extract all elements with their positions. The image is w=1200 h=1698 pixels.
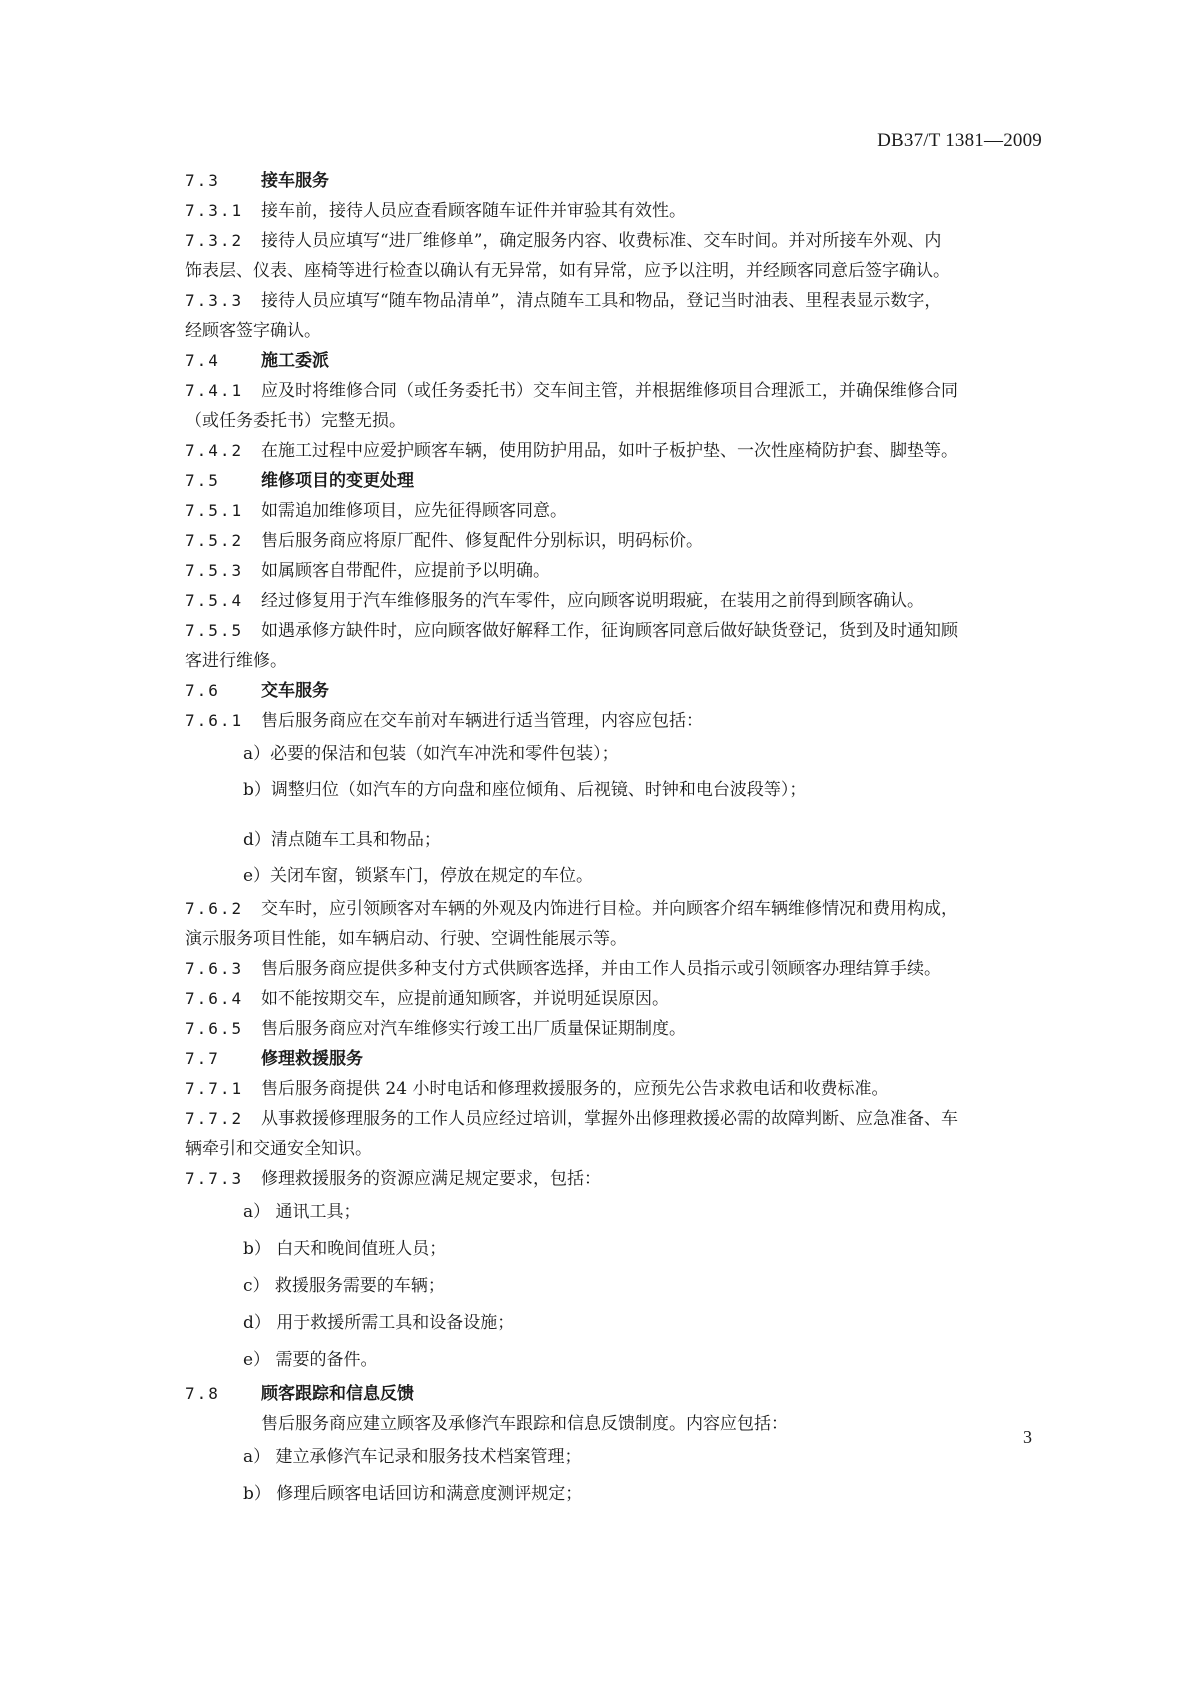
clause-7-6-2 [185, 894, 1030, 954]
clause-text: 接车前，接待人员应查看顾客随车证件并审验其有效性。 [261, 201, 686, 221]
clause-number: 7.5.4 [185, 591, 244, 610]
section-heading-7-5 [185, 466, 1030, 496]
clause-7-5-5 [185, 616, 1030, 676]
clause-7-3-3 [185, 286, 1030, 346]
section-title: 维修项目的变更处理 [261, 471, 414, 491]
clause-7-4-2 [185, 436, 1030, 466]
section-heading-7-6 [185, 676, 1030, 706]
clause-text: 在施工过程中应爱护顾客车辆，使用防护用品，如叶子板护垫、一次性座椅防护套、脚垫等。 [261, 441, 958, 461]
clause-7-6-1 [185, 706, 1030, 736]
clause-number: 7.5.5 [185, 621, 244, 640]
clause-text-line1: 从事救援修理服务的工作人员应经过培训，掌握外出修理救援必需的故障判断、应急准备、车 [261, 1109, 958, 1129]
clause-text-line2: 客进行维修。 [185, 651, 287, 671]
list-item: a） 通讯工具； [243, 1202, 361, 1222]
list-item: b） 白天和晚间值班人员； [243, 1239, 447, 1259]
list-gap [243, 808, 1030, 822]
list-item: e） 需要的备件。 [243, 1350, 378, 1370]
clause-7-5-1 [185, 496, 1030, 526]
section-number: 7.6 [185, 681, 220, 700]
clause-text-line1: 如遇承修方缺件时，应向顾客做好解释工作，征询顾客同意后做好缺货登记，货到及时通知顾 [261, 621, 958, 641]
clause-text-line2: （或任务委托书）完整无损。 [185, 411, 406, 431]
list-item: d） 用于救援所需工具和设备设施； [243, 1313, 515, 1333]
section-heading-7-8 [185, 1379, 1030, 1409]
clause-number: 7.3.3 [185, 291, 244, 310]
clause-7-6-4 [185, 984, 1030, 1014]
section-title: 施工委派 [261, 351, 329, 371]
section-heading-7-7 [185, 1044, 1030, 1074]
list-item: a）必要的保洁和包装（如汽车冲洗和零件包装）； [243, 744, 619, 764]
clause-text-line2: 饰表层、仪表、座椅等进行检查以确认有无异常，如有异常，应予以注明，并经顾客同意后签字确认。 [185, 261, 950, 281]
clause-number: 7.3.1 [185, 201, 244, 220]
clause-number: 7.7.2 [185, 1109, 244, 1128]
clause-number: 7.5.1 [185, 501, 244, 520]
clause-number: 7.5.2 [185, 531, 244, 550]
section-heading-7-3 [185, 166, 1030, 196]
clause-text-line1: 接待人员应填写“进厂维修单”，确定服务内容、收费标准、交车时间。并对所接车外观、内 [261, 231, 942, 251]
section-title: 交车服务 [261, 681, 329, 701]
clause-text: 如属顾客自带配件，应提前予以明确。 [261, 561, 550, 581]
clause-number: 7.7.3 [185, 1169, 244, 1188]
clause-number: 7.4.2 [185, 441, 244, 460]
clause-7-3-2 [185, 226, 1030, 286]
list-item: a） 建立承修汽车记录和服务技术档案管理； [243, 1447, 582, 1467]
clause-number: 7.5.3 [185, 561, 244, 580]
clause-number: 7.6.1 [185, 711, 244, 730]
clause-text: 售后服务商提供 24 小时电话和修理救援服务的，应预先公告求救电话和收费标准。 [261, 1079, 889, 1099]
clause-text-line1: 接待人员应填写“随车物品清单”，清点随车工具和物品，登记当时油表、里程表显示数字， [261, 291, 942, 311]
clause-7-4-1 [185, 376, 1030, 436]
section-heading-7-4 [185, 346, 1030, 376]
document-code: DB37/T 1381—2009 [877, 130, 1042, 151]
feedback-list [243, 1439, 1030, 1513]
clause-7-5-4 [185, 586, 1030, 616]
rescue-resource-list [243, 1194, 1030, 1379]
clause-text-line1: 应及时将维修合同（或任务委托书）交车间主管，并根据维修项目合理派工，并确保维修合同 [261, 381, 958, 401]
clause-7-5-2 [185, 526, 1030, 556]
section-number: 7.4 [185, 351, 220, 370]
section-number: 7.8 [185, 1384, 220, 1403]
list-item: d）清点随车工具和物品； [243, 830, 441, 850]
clause-number: 7.7.1 [185, 1079, 244, 1098]
list-item: e）关闭车窗，锁紧车门，停放在规定的车位。 [243, 866, 594, 886]
section-number: 7.3 [185, 171, 220, 190]
clause-text: 售后服务商应在交车前对车辆进行适当管理，内容应包括： [261, 711, 703, 731]
clause-text-line2: 辆牵引和交通安全知识。 [185, 1139, 372, 1159]
clause-7-3-1 [185, 196, 1030, 226]
list-item: b）调整归位（如汽车的方向盘和座位倾角、后视镜、时钟和电台波段等）； [243, 780, 807, 800]
clause-7-6-3 [185, 954, 1030, 984]
clause-text: 经过修复用于汽车维修服务的汽车零件，应向顾客说明瑕疵，在装用之前得到顾客确认。 [261, 591, 924, 611]
clause-number: 7.4.1 [185, 381, 244, 400]
clause-text-line2: 经顾客签字确认。 [185, 321, 321, 341]
clause-number: 7.6.5 [185, 1019, 244, 1038]
clause-text-line1: 交车时，应引领顾客对车辆的外观及内饰进行目检。并向顾客介绍车辆维修情况和费用构成， [261, 899, 958, 919]
clause-text: 售后服务商应建立顾客及承修汽车跟踪和信息反馈制度。内容应包括： [261, 1414, 788, 1434]
clause-text: 如需追加维修项目，应先征得顾客同意。 [261, 501, 567, 521]
clause-number: 7.3.2 [185, 231, 244, 250]
clause-number: 7.6.3 [185, 959, 244, 978]
clause-7-7-1 [185, 1074, 1030, 1104]
delivery-checklist [243, 736, 1030, 894]
clause-7-7-3 [185, 1164, 1030, 1194]
clause-7-6-5 [185, 1014, 1030, 1044]
clause-text: 售后服务商应对汽车维修实行竣工出厂质量保证期制度。 [261, 1019, 686, 1039]
clause-7-7-2 [185, 1104, 1030, 1164]
section-title: 接车服务 [261, 171, 329, 191]
page-number: 3 [1023, 1427, 1032, 1447]
list-item: b） 修理后顾客电话回访和满意度测评规定； [243, 1484, 583, 1504]
clause-text: 修理救援服务的资源应满足规定要求，包括： [261, 1169, 601, 1189]
clause-text: 如不能按期交车，应提前通知顾客，并说明延误原因。 [261, 989, 669, 1009]
section-number: 7.5 [185, 471, 220, 490]
list-item: c） 救援服务需要的车辆； [243, 1276, 445, 1296]
clause-7-5-3 [185, 556, 1030, 586]
section-title: 顾客跟踪和信息反馈 [261, 1384, 414, 1404]
clause-text: 售后服务商应将原厂配件、修复配件分别标识，明码标价。 [261, 531, 703, 551]
clause-text-line2: 演示服务项目性能，如车辆启动、行驶、空调性能展示等。 [185, 929, 627, 949]
clause-text: 售后服务商应提供多种支付方式供顾客选择，并由工作人员指示或引领顾客办理结算手续。 [261, 959, 941, 979]
clause-number: 7.6.4 [185, 989, 244, 1008]
document-body [185, 166, 1030, 1513]
section-number: 7.7 [185, 1049, 220, 1068]
clause-number: 7.6.2 [185, 899, 244, 918]
section-title: 修理救援服务 [261, 1049, 363, 1069]
section-7-8-intro [185, 1409, 1030, 1439]
